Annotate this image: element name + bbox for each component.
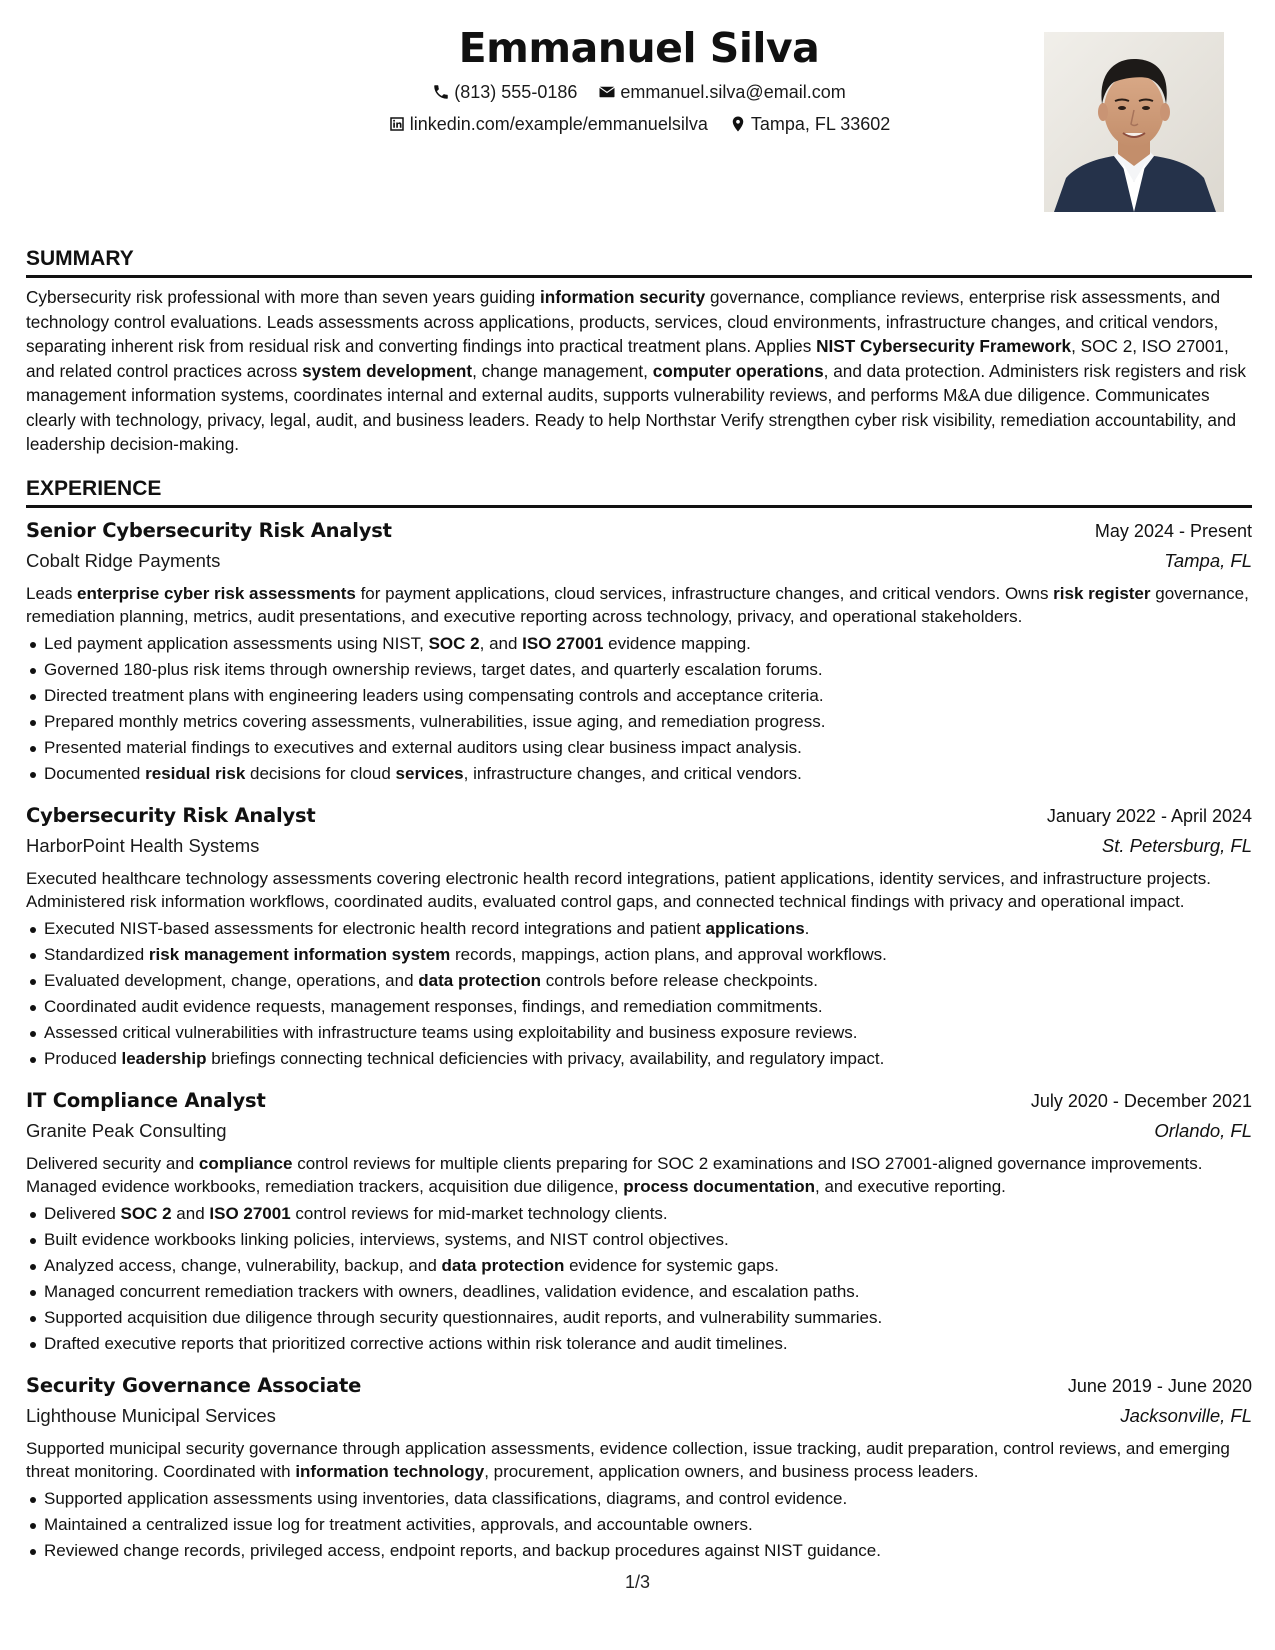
desc-text: Leads bbox=[26, 583, 78, 603]
bullet-text: Executed NIST-based assessments for electronic health record integrations and patient bbox=[44, 918, 706, 938]
bullet-text: Reviewed change records, privileged access, endpoint reports, and backup procedures against NIST guidance. bbox=[44, 1540, 881, 1560]
job-description bbox=[26, 582, 1252, 629]
job-title: Senior Cybersecurity Risk Analyst bbox=[26, 518, 392, 542]
bullet-bold: risk management information system bbox=[148, 944, 451, 964]
bullet-text: Directed treatment plans with engineering leaders using compensating controls and acceptance criteria. bbox=[44, 685, 824, 705]
contact-phone bbox=[432, 80, 577, 104]
job-description bbox=[26, 867, 1252, 914]
bullet-item bbox=[26, 1020, 1252, 1046]
desc-bold: information technology bbox=[295, 1462, 485, 1481]
bullet-item bbox=[26, 1538, 1252, 1564]
summary-heading: SUMMARY bbox=[26, 245, 1252, 278]
location-text: Tampa, FL 33602 bbox=[750, 114, 891, 134]
desc-text: for payment applications, cloud services, infrastructure changes, and critical vendors. Owns bbox=[355, 583, 1054, 603]
desc-bold: compliance bbox=[198, 1153, 293, 1173]
bullet-item bbox=[26, 1331, 1252, 1357]
summary-bold-part: information security bbox=[539, 287, 706, 307]
bullet-text: Led payment application assessments using NIST, bbox=[44, 633, 429, 653]
bullet-item bbox=[26, 1486, 1252, 1512]
desc-text: control reviews for multiple clients preparing for SOC 2 examinations and ISO 27001-aligned governance improvements. Managed evidence workbooks, remediation trackers, acquisition due diligence, bbox=[26, 1153, 1203, 1196]
bullet-text: Standardized bbox=[44, 944, 149, 964]
bullet-item bbox=[26, 735, 1252, 761]
linkedin-icon bbox=[388, 115, 406, 133]
job-dates: January 2022 - April 2024 bbox=[1046, 805, 1252, 826]
bullet-text: Delivered bbox=[44, 1203, 121, 1223]
job-location: St. Petersburg, FL bbox=[1101, 834, 1252, 856]
bullet-text: Prepared monthly metrics covering assessments, vulnerabilities, issue aging, and remediation progress. bbox=[44, 711, 826, 731]
job-dates: July 2020 - December 2021 bbox=[1030, 1090, 1252, 1111]
portrait-image bbox=[1044, 32, 1224, 212]
job-title: IT Compliance Analyst bbox=[26, 1088, 266, 1112]
summary-text-part: , change management, bbox=[472, 360, 653, 381]
bullet-bold: SOC 2 bbox=[120, 1203, 172, 1223]
contact-linkedin[interactable] bbox=[388, 112, 708, 136]
job-location: Jacksonville, FL bbox=[1120, 1404, 1252, 1426]
job-description bbox=[26, 1152, 1252, 1199]
job-company: Cobalt Ridge Payments bbox=[26, 549, 221, 571]
job-title-row bbox=[26, 1086, 1252, 1116]
bullet-bold: SOC 2 bbox=[428, 633, 480, 653]
job-bullets bbox=[26, 916, 1252, 1072]
bullet-text: evidence mapping. bbox=[603, 633, 751, 653]
bullet-text: controls before release checkpoints. bbox=[541, 970, 818, 990]
job-company-row bbox=[26, 1116, 1252, 1146]
bullet-text: decisions for cloud bbox=[245, 763, 396, 783]
summary-text-part: , and data protection. Administers risk registers and risk management information systems, coordinates internal and external audits, supports vulnerability reviews, and performs M&A due diligence. Communicates clearly with technology, privacy, legal, audit, and business leaders. Ready to help Northstar Verify strengthen cyber risk visibility, remediation accountability, and leadership decision-making. bbox=[26, 360, 1246, 454]
bullet-item bbox=[26, 968, 1252, 994]
bullet-bold: services bbox=[395, 763, 464, 783]
bullet-text: , infrastructure changes, and critical vendors. bbox=[463, 763, 802, 783]
summary-text-part: Cybersecurity risk professional with more than seven years guiding bbox=[26, 287, 540, 307]
bullet-text: Analyzed access, change, vulnerability, backup, and bbox=[44, 1255, 442, 1275]
bullet-text: Supported application assessments using inventories, data classifications, diagrams, and control evidence. bbox=[44, 1488, 848, 1508]
job-title-row bbox=[26, 516, 1252, 546]
bullet-bold: ISO 27001 bbox=[522, 633, 604, 653]
bullet-item bbox=[26, 1227, 1252, 1253]
job-entry bbox=[26, 516, 1252, 787]
job-entry bbox=[26, 1371, 1252, 1564]
page-number: 1/3 bbox=[624, 1572, 651, 1592]
job-entry bbox=[26, 801, 1252, 1072]
email-text[interactable]: emmanuel.silva@email.com bbox=[620, 82, 846, 102]
resume-page bbox=[26, 20, 1252, 1564]
bullet-item bbox=[26, 1305, 1252, 1331]
bullet-text: Built evidence workbooks linking policies, interviews, systems, and NIST control objectives. bbox=[44, 1229, 729, 1249]
bullet-text: , and bbox=[479, 633, 523, 653]
bullet-text: Presented material findings to executives and external auditors using clear business impact analysis. bbox=[44, 737, 802, 757]
desc-bold: risk register bbox=[1053, 583, 1151, 603]
job-bullets bbox=[26, 1486, 1252, 1564]
job-company-row bbox=[26, 546, 1252, 576]
bullet-text: Produced bbox=[44, 1048, 122, 1068]
candidate-name: Emmanuel Silva bbox=[458, 24, 820, 72]
bullet-item bbox=[26, 709, 1252, 735]
job-title-row bbox=[26, 801, 1252, 831]
bullet-item bbox=[26, 761, 1252, 787]
desc-text: Supported municipal security governance through application assessments, evidence collection, issue tracking, audit preparation, control reviews, and emerging threat monitoring. Coordinated with bbox=[26, 1438, 1230, 1481]
job-location: Orlando, FL bbox=[1154, 1119, 1252, 1141]
bullet-text: records, mappings, action plans, and approval workflows. bbox=[450, 944, 887, 964]
desc-text: Delivered security and bbox=[26, 1153, 199, 1173]
job-company: Lighthouse Municipal Services bbox=[26, 1404, 276, 1426]
bullet-text: briefings connecting technical deficiencies with privacy, availability, and regulatory impact. bbox=[206, 1048, 885, 1068]
contact-email[interactable] bbox=[598, 80, 845, 104]
summary-paragraph bbox=[26, 285, 1252, 457]
phone-icon bbox=[432, 83, 450, 101]
location-pin-icon bbox=[729, 115, 747, 133]
bullet-text: Coordinated audit evidence requests, management responses, findings, and remediation commitments. bbox=[44, 996, 823, 1016]
email-icon bbox=[598, 83, 616, 101]
job-location: Tampa, FL bbox=[1164, 549, 1252, 571]
experience-section bbox=[26, 475, 1252, 1564]
linkedin-text[interactable]: linkedin.com/example/emmanuelsilva bbox=[409, 114, 708, 134]
bullet-bold: data protection bbox=[441, 1255, 565, 1275]
bullet-item bbox=[26, 1201, 1252, 1227]
phone-text: (813) 555-0186 bbox=[454, 82, 578, 102]
bullet-item bbox=[26, 916, 1252, 942]
job-bullets bbox=[26, 631, 1252, 787]
job-title: Security Governance Associate bbox=[26, 1373, 362, 1397]
bullet-text: Maintained a centralized issue log for treatment activities, approvals, and accountable owners. bbox=[44, 1514, 753, 1534]
bullet-text: and bbox=[171, 1203, 210, 1223]
bullet-text: Documented bbox=[44, 763, 146, 783]
job-entry bbox=[26, 1086, 1252, 1357]
bullet-text: Managed concurrent remediation trackers with owners, deadlines, validation evidence, and escalation paths. bbox=[44, 1281, 860, 1301]
bullet-text: . bbox=[804, 918, 810, 938]
summary-bold-part: NIST Cybersecurity Framework bbox=[816, 336, 1072, 356]
desc-text: governance, remediation planning, metrics, audit presentations, and executive reporting across technology, privacy, and operational stakeholders. bbox=[26, 583, 1249, 626]
bullet-item bbox=[26, 1253, 1252, 1279]
desc-text: Executed healthcare technology assessments covering electronic health record integrations, patient applications, identity services, and infrastructure projects. Administered risk information workflows, coordinated audits, evaluated control gaps, and connected technical findings with privacy and operational impact. bbox=[26, 868, 1211, 911]
job-company: HarborPoint Health Systems bbox=[26, 834, 260, 856]
summary-text-part: , SOC 2, ISO 27001, and related control practices across bbox=[26, 336, 1229, 381]
bullet-bold: residual risk bbox=[145, 763, 246, 783]
summary-bold-part: system development bbox=[302, 360, 473, 381]
job-description bbox=[26, 1437, 1252, 1484]
job-dates: June 2019 - June 2020 bbox=[1067, 1375, 1252, 1396]
bullet-item bbox=[26, 1512, 1252, 1538]
summary-bold-part: computer operations bbox=[652, 360, 824, 381]
bullet-item bbox=[26, 683, 1252, 709]
bullet-text: Assessed critical vulnerabilities with infrastructure teams using exploitability and business exposure reviews. bbox=[44, 1022, 858, 1042]
contact-location bbox=[729, 112, 890, 136]
job-dates: May 2024 - Present bbox=[1094, 520, 1252, 541]
bullet-bold: ISO 27001 bbox=[209, 1203, 291, 1223]
desc-text: , procurement, application owners, and business process leaders. bbox=[484, 1462, 979, 1481]
job-bullets bbox=[26, 1201, 1252, 1357]
desc-bold: process documentation bbox=[623, 1177, 815, 1196]
bullet-item bbox=[26, 942, 1252, 968]
bullet-text: Supported acquisition due diligence through security questionnaires, audit reports, and vulnerability summaries. bbox=[44, 1307, 883, 1327]
resume-header bbox=[26, 20, 1252, 220]
bullet-text: Governed 180-plus risk items through ownership reviews, target dates, and quarterly escalation forums. bbox=[44, 659, 823, 679]
bullet-text: Drafted executive reports that prioritized corrective actions within risk tolerance and audit timelines. bbox=[44, 1333, 788, 1353]
bullet-text: Evaluated development, change, operations, and bbox=[44, 970, 419, 990]
bullet-bold: data protection bbox=[418, 970, 542, 990]
job-company-row bbox=[26, 831, 1252, 861]
bullet-item bbox=[26, 994, 1252, 1020]
profile-photo bbox=[1044, 32, 1224, 212]
job-company: Granite Peak Consulting bbox=[26, 1119, 227, 1141]
desc-text: , and executive reporting. bbox=[815, 1177, 1006, 1196]
summary-section bbox=[26, 245, 1252, 457]
bullet-text: evidence for systemic gaps. bbox=[564, 1255, 779, 1275]
bullet-item bbox=[26, 657, 1252, 683]
bullet-bold: leadership bbox=[121, 1048, 207, 1068]
bullet-bold: applications bbox=[705, 918, 805, 938]
experience-heading: EXPERIENCE bbox=[26, 475, 1252, 508]
job-title: Cybersecurity Risk Analyst bbox=[26, 803, 316, 827]
summary-text-part: governance, compliance reviews, enterprise risk assessments, and technology control evaluations. Leads assessments across applications, products, services, cloud environments, infrastructure changes, and critical vendors, separating inherent risk from residual risk and converting findings into practical treatment plans. Applies bbox=[26, 287, 1221, 356]
bullet-item bbox=[26, 631, 1252, 657]
job-company-row bbox=[26, 1401, 1252, 1431]
bullet-item bbox=[26, 1046, 1252, 1072]
desc-bold: enterprise cyber risk assessments bbox=[77, 583, 356, 603]
bullet-text: control reviews for mid-market technology clients. bbox=[290, 1203, 668, 1223]
job-title-row bbox=[26, 1371, 1252, 1401]
bullet-item bbox=[26, 1279, 1252, 1305]
